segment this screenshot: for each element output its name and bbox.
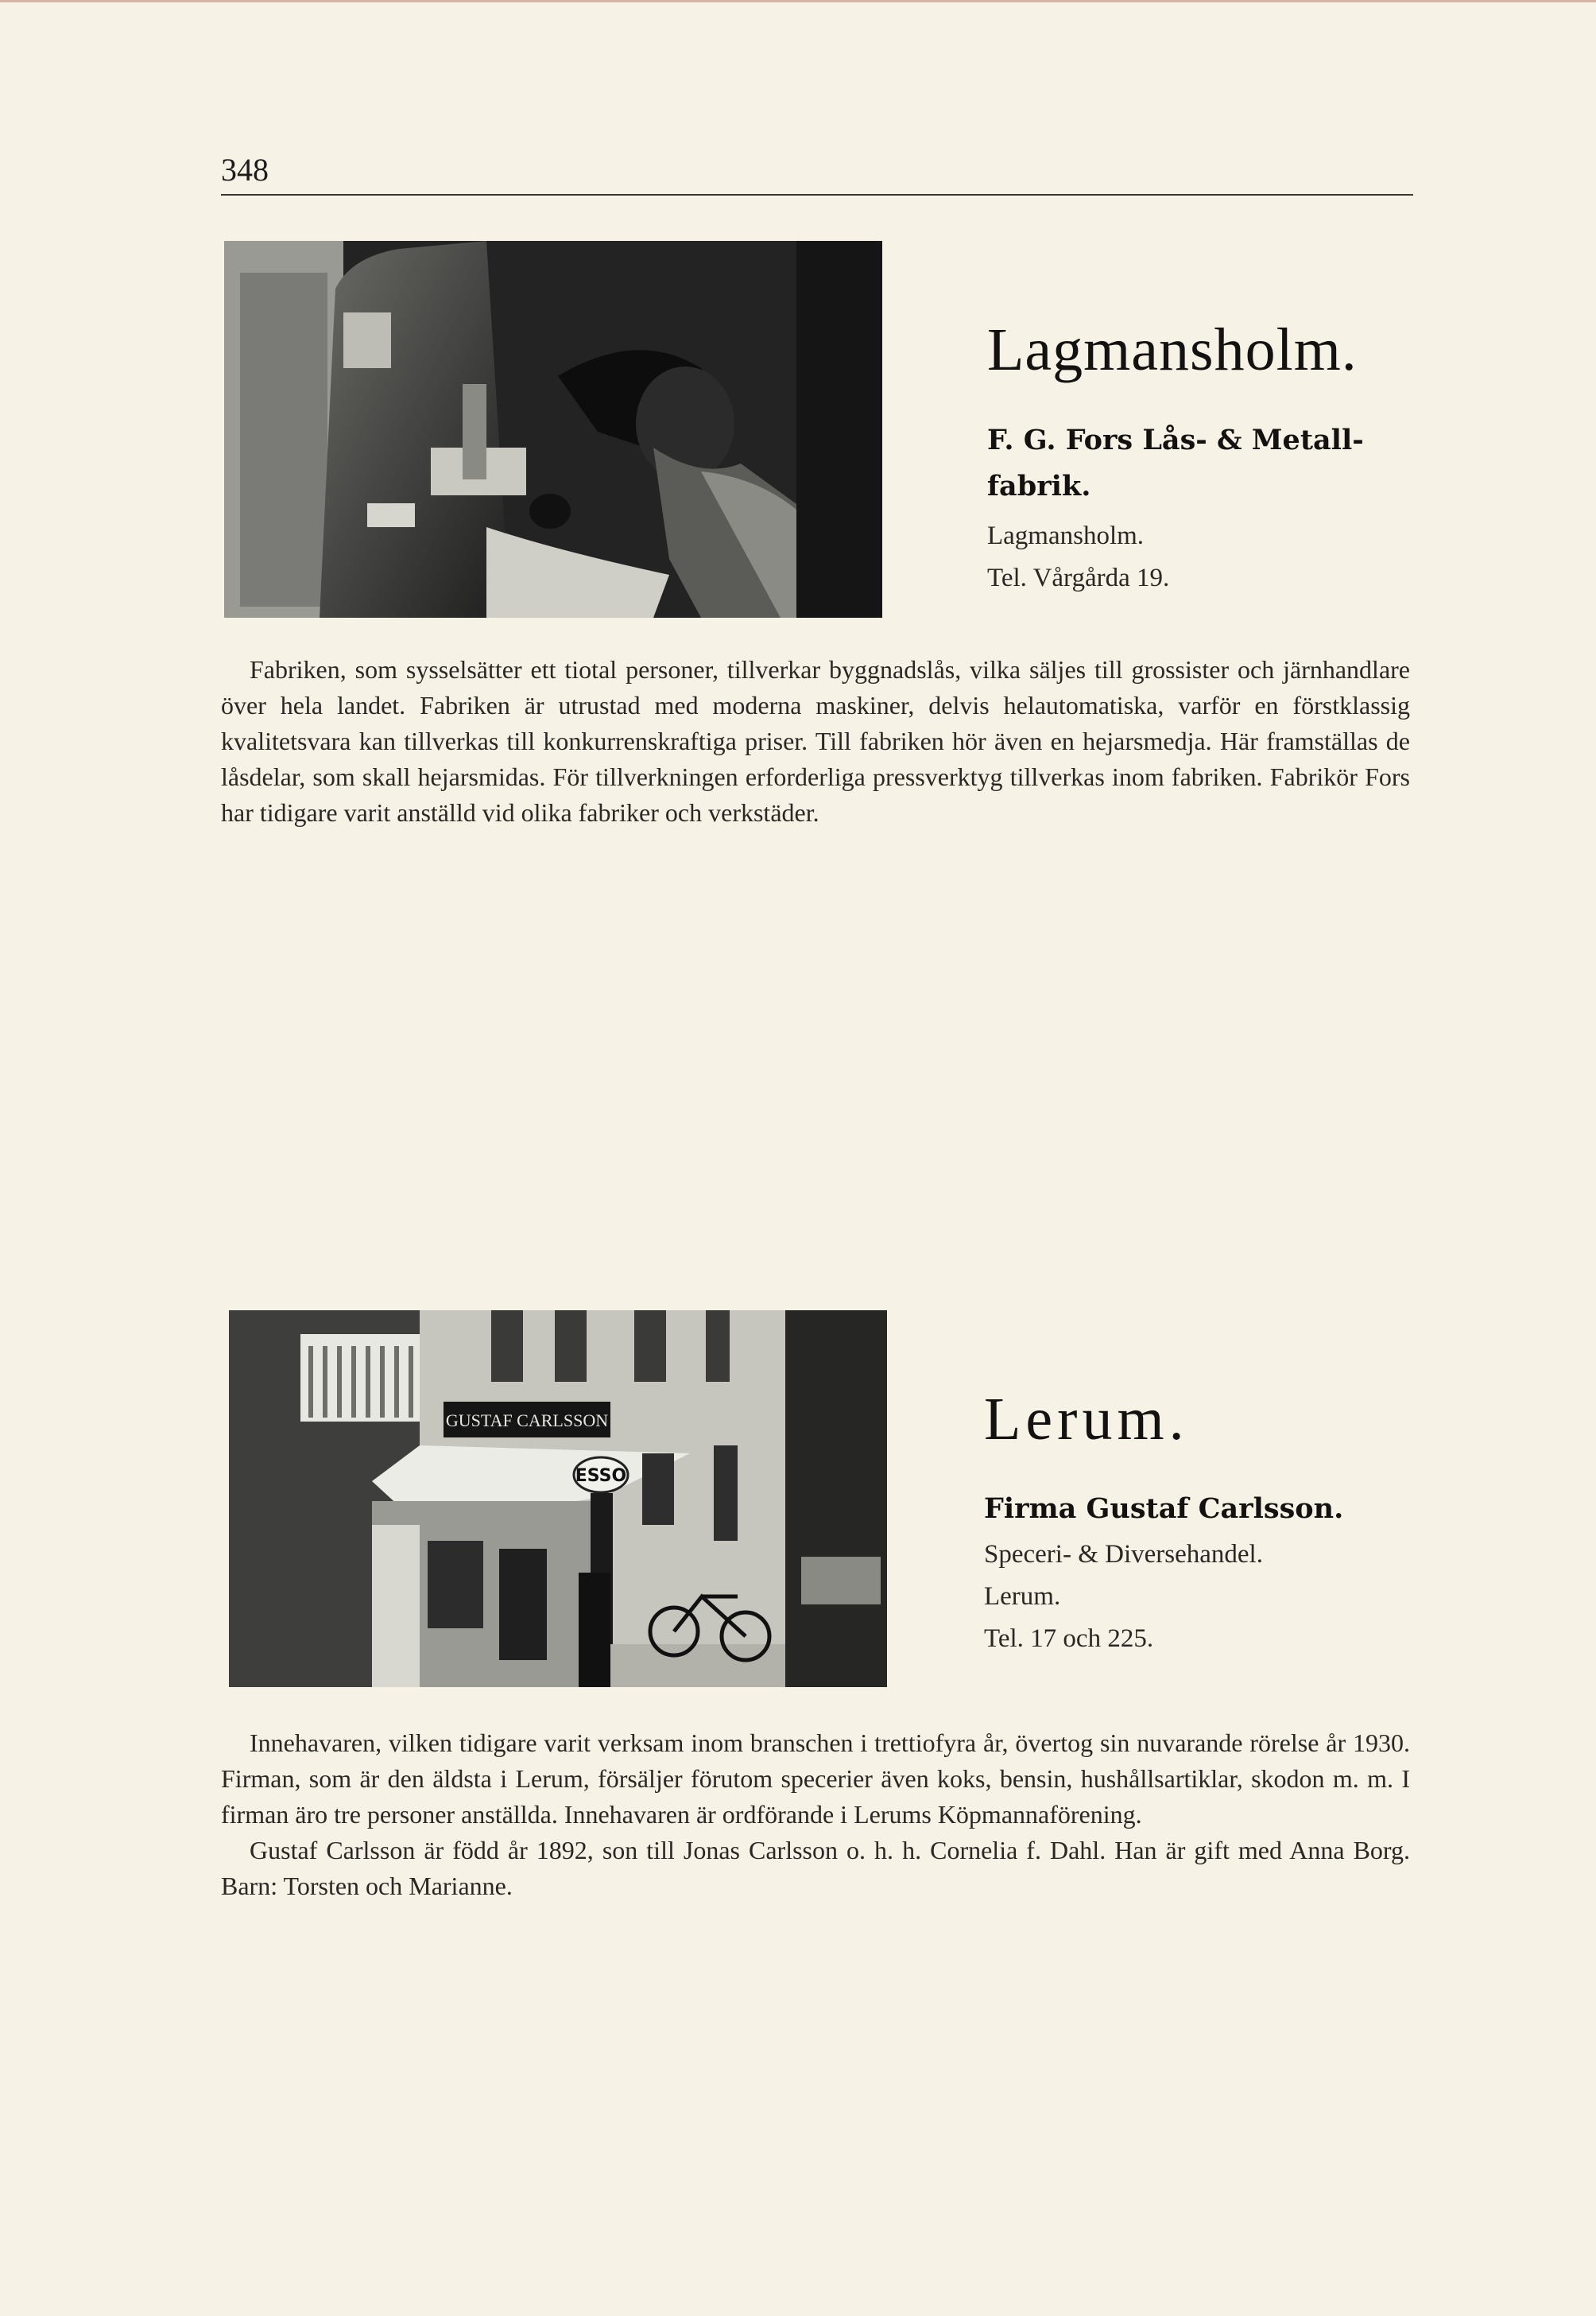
entry-description (221, 1725, 1410, 1904)
page-edge (0, 0, 1596, 2)
factory-photo-illustration (224, 241, 882, 618)
entry-paragraph: Innehavaren, vilken tidigare varit verksam inom branschen i trettiofyra år, övertog sin nuvarande rörelse år 1930. Firman, som är den äldsta i Lerum, försäljer förutom specerier även koks, bensin, hushållsartiklar, skodon m. m. I firman äro tre personer anställda. Innehavaren är ordförande i Lerums Köpmannaförening. (221, 1728, 1410, 1829)
entry-paragraph: Gustaf Carlsson är född år 1892, son till Jonas Carlsson o. h. h. Cornelia f. Dahl. Han är gift med Anna Borg. Barn: Torsten och Marianne. (221, 1836, 1410, 1900)
entry-info-line: Tel. Vårgårda 19. (987, 564, 1170, 592)
entry-info (987, 515, 1169, 599)
entry-paragraph: Fabriken, som sysselsätter ett tiotal personer, tillverkar byggnadslås, vilka säljes till grossister och järnhandlare över hela landet. Fabriken är utrustad med moderna maskiner, delvis helautomatiska, varför en förstklassig kvalitetsvara kan tillverkas till konkurrenskraftiga priser. Till fabriken hör även en hejarsmedja. Här framställas de låsdelar, som skall hejarsmidas. För tillverkningen erforderliga pressverktyg tillverkas inom fabriken. Fabrikör Fors har tidigare varit anställd vid olika fabriker och verkstäder. (221, 655, 1410, 827)
entry-place-title: Lagmansholm. (987, 316, 1358, 383)
entry-company-name: Firma Gustaf Carlsson. (984, 1492, 1344, 1525)
shop-photo-illustration (229, 1310, 887, 1687)
header-rule (221, 194, 1413, 196)
photo-shop-building (229, 1310, 887, 1687)
entry-info (984, 1534, 1263, 1660)
entry-place-title: Lerum. (984, 1386, 1189, 1453)
entry-info-line: Lerum. (984, 1582, 1061, 1611)
entry-info-line: Tel. 17 och 225. (984, 1624, 1154, 1653)
entry-description (221, 652, 1410, 831)
page-number: 348 (221, 152, 269, 188)
shop-sign-text: GUSTAF CARLSSON (445, 1410, 609, 1430)
pump-sign-text: ESSO (575, 1466, 627, 1486)
photo-factory-worker (224, 241, 882, 618)
entry-info-line: Speceri- & Diversehandel. (984, 1540, 1263, 1569)
entry-company-name: F. G. Fors Lås- & Metall-fabrik. (987, 424, 1364, 502)
entry-info-line: Lagmansholm. (987, 522, 1145, 550)
